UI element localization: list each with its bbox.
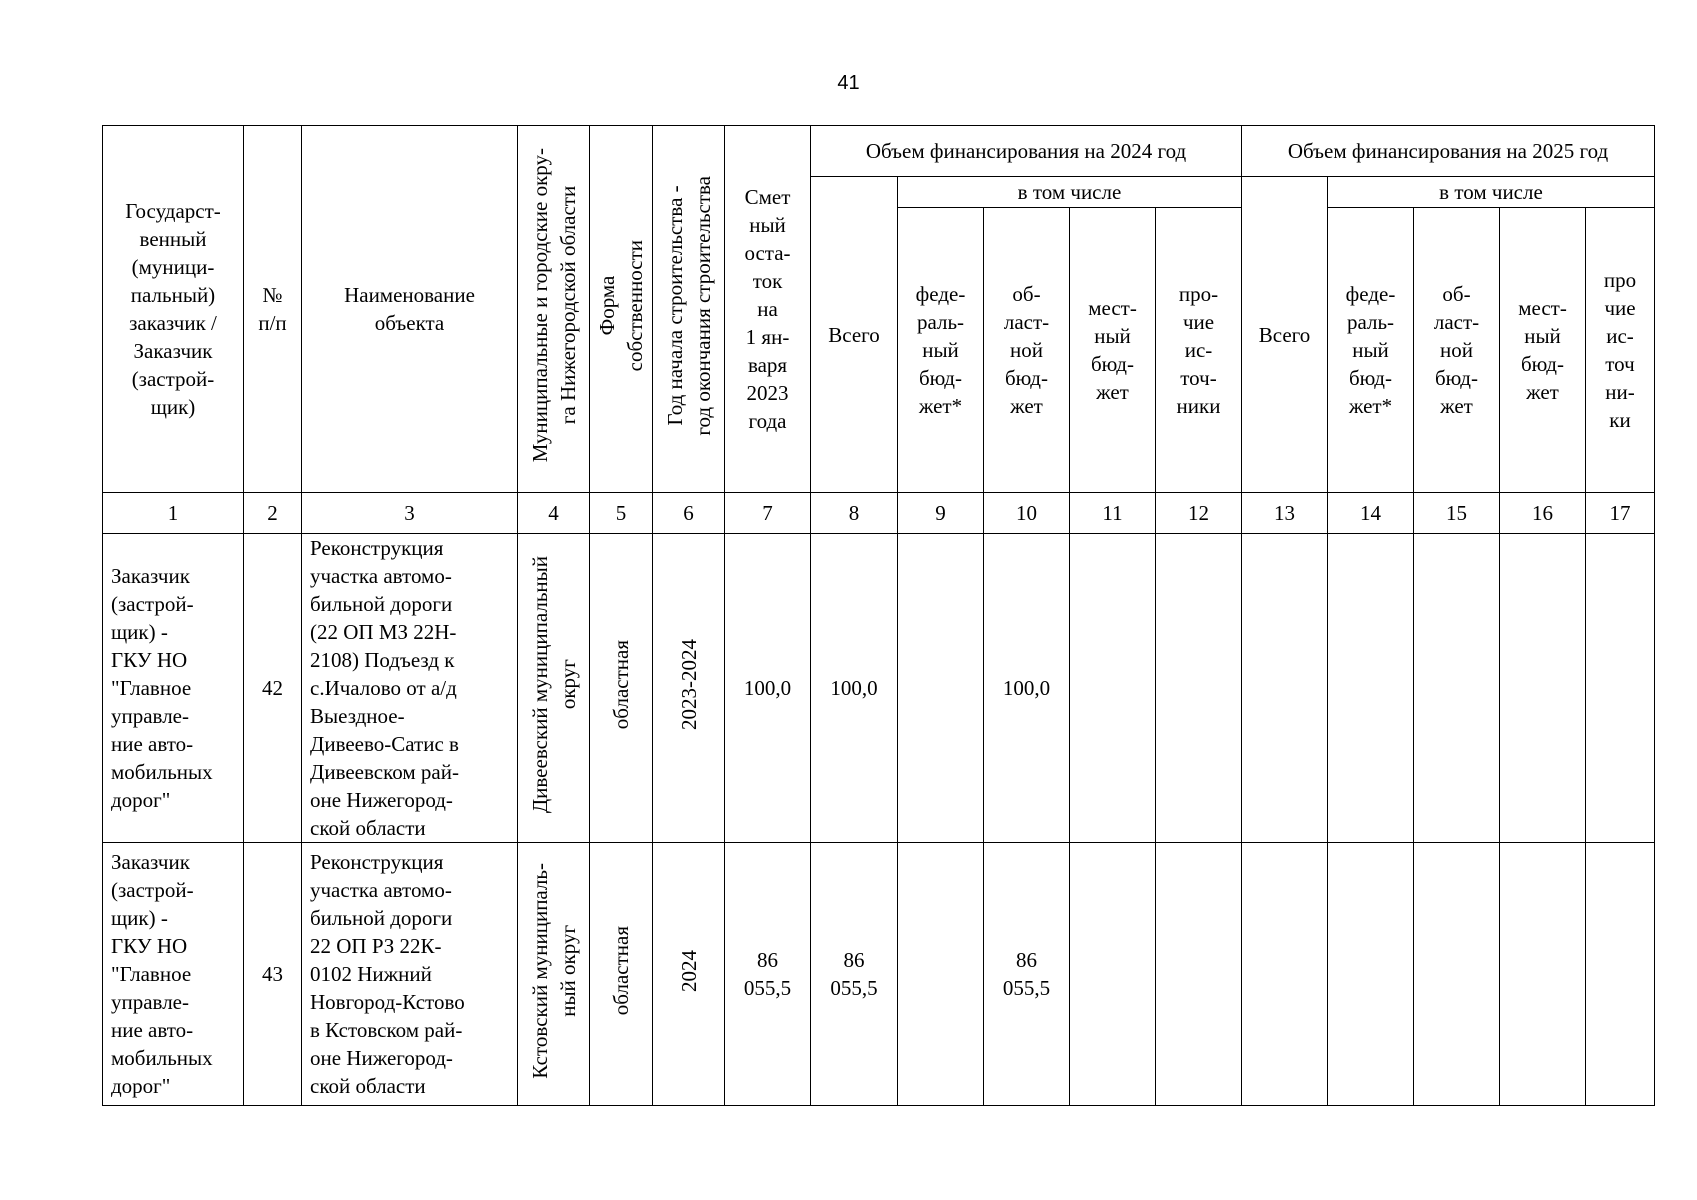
years-cell: 2023-2024: [653, 534, 725, 843]
ownership-cell: областная: [590, 534, 653, 843]
column-number: 13: [1242, 493, 1328, 534]
header-estimated-balance: Смет ный оста- ток на 1 ян- варя 2023 года: [725, 126, 811, 493]
header-local-2025: мест- ный бюд- жет: [1500, 208, 1586, 493]
federal-2025-cell: [1328, 534, 1414, 843]
local-2025-cell: [1500, 843, 1586, 1106]
column-number-row: [103, 493, 1655, 534]
balance-cell: 86 055,5: [725, 843, 811, 1106]
header-financing-2024: Объем финансирования на 2024 год: [811, 126, 1242, 177]
column-number: 2: [244, 493, 302, 534]
column-number: 14: [1328, 493, 1414, 534]
column-number: 10: [984, 493, 1070, 534]
customer-cell: Заказчик (застрой- щик) - ГКУ НО "Главное управле- ние авто- мобильных дорог": [103, 843, 244, 1106]
header-financing-2025: Объем финансирования на 2025 год: [1242, 126, 1655, 177]
header-ownership: Форма собственности: [590, 126, 653, 493]
district-cell: Кстовский муниципаль- ный округ: [518, 843, 590, 1106]
header-federal-2024: феде- раль- ный бюд- жет*: [898, 208, 984, 493]
header-regional-2025: об- ласт- ной бюд- жет: [1414, 208, 1500, 493]
header-regional-2024: об- ласт- ной бюд- жет: [984, 208, 1070, 493]
customer-cell: Заказчик (застрой- щик) - ГКУ НО "Главное управле- ние авто- мобильных дорог": [103, 534, 244, 843]
page-number: 41: [837, 72, 860, 94]
header-customer: Государст- венный (муници- пальный) заказчик / Заказчик (застрой- щик): [103, 126, 244, 493]
other-2024-cell: [1156, 534, 1242, 843]
regional-2025-cell: [1414, 843, 1500, 1106]
total-2024-cell: 100,0: [811, 534, 898, 843]
object-name-cell: Реконструкция участка автомо- бильной дороги (22 ОП МЗ 22Н- 2108) Подъезд к с.Ичалово от а/д Выездное- Дивеево-Сатис в Дивеевском рай- оне Нижегород- ской области: [302, 534, 518, 843]
header-including-2025: в том числе: [1328, 177, 1655, 208]
row-number-cell: 42: [244, 534, 302, 843]
header-other-2024: про- чие ис- точ- ники: [1156, 208, 1242, 493]
column-number: 3: [302, 493, 518, 534]
column-number: 17: [1586, 493, 1655, 534]
header-total-2024: Всего: [811, 177, 898, 493]
header-federal-2025: феде- раль- ный бюд- жет*: [1328, 208, 1414, 493]
header-row-group: [103, 126, 1655, 177]
header-number: № п/п: [244, 126, 302, 493]
federal-2025-cell: [1328, 843, 1414, 1106]
total-2025-cell: [1242, 534, 1328, 843]
local-2024-cell: [1070, 843, 1156, 1106]
local-2025-cell: [1500, 534, 1586, 843]
column-number: 16: [1500, 493, 1586, 534]
other-2025-cell: [1586, 843, 1655, 1106]
column-number: 6: [653, 493, 725, 534]
object-name-cell: Реконструкция участка автомо- бильной дороги 22 ОП РЗ 22К- 0102 Нижний Новгород-Кстово в Кстовском рай- оне Нижегород- ской области: [302, 843, 518, 1106]
column-number: 9: [898, 493, 984, 534]
total-2024-cell: 86 055,5: [811, 843, 898, 1106]
header-object-name: Наименование объекта: [302, 126, 518, 493]
column-number: 7: [725, 493, 811, 534]
federal-2024-cell: [898, 534, 984, 843]
header-total-2025: Всего: [1242, 177, 1328, 493]
local-2024-cell: [1070, 534, 1156, 843]
row-number-cell: 43: [244, 843, 302, 1106]
other-2024-cell: [1156, 843, 1242, 1106]
column-number: 8: [811, 493, 898, 534]
table-row: [103, 534, 1655, 843]
header-other-2025: про чие ис- точ ни- ки: [1586, 208, 1655, 493]
column-number: 12: [1156, 493, 1242, 534]
column-number: 1: [103, 493, 244, 534]
regional-2025-cell: [1414, 534, 1500, 843]
regional-2024-cell: 100,0: [984, 534, 1070, 843]
district-cell: Дивеевский муниципальный округ: [518, 534, 590, 843]
header-including-2024: в том числе: [898, 177, 1242, 208]
financing-table: [102, 125, 1655, 1106]
column-number: 4: [518, 493, 590, 534]
column-number: 15: [1414, 493, 1500, 534]
balance-cell: 100,0: [725, 534, 811, 843]
header-years: Год начала строительства - год окончания строительства: [653, 126, 725, 493]
total-2025-cell: [1242, 843, 1328, 1106]
column-number: 11: [1070, 493, 1156, 534]
table-row: [103, 843, 1655, 1106]
column-number: 5: [590, 493, 653, 534]
header-local-2024: мест- ный бюд- жет: [1070, 208, 1156, 493]
header-district: Муниципальные и городские окру- га Нижегородской области: [518, 126, 590, 493]
ownership-cell: областная: [590, 843, 653, 1106]
years-cell: 2024: [653, 843, 725, 1106]
federal-2024-cell: [898, 843, 984, 1106]
other-2025-cell: [1586, 534, 1655, 843]
regional-2024-cell: 86 055,5: [984, 843, 1070, 1106]
